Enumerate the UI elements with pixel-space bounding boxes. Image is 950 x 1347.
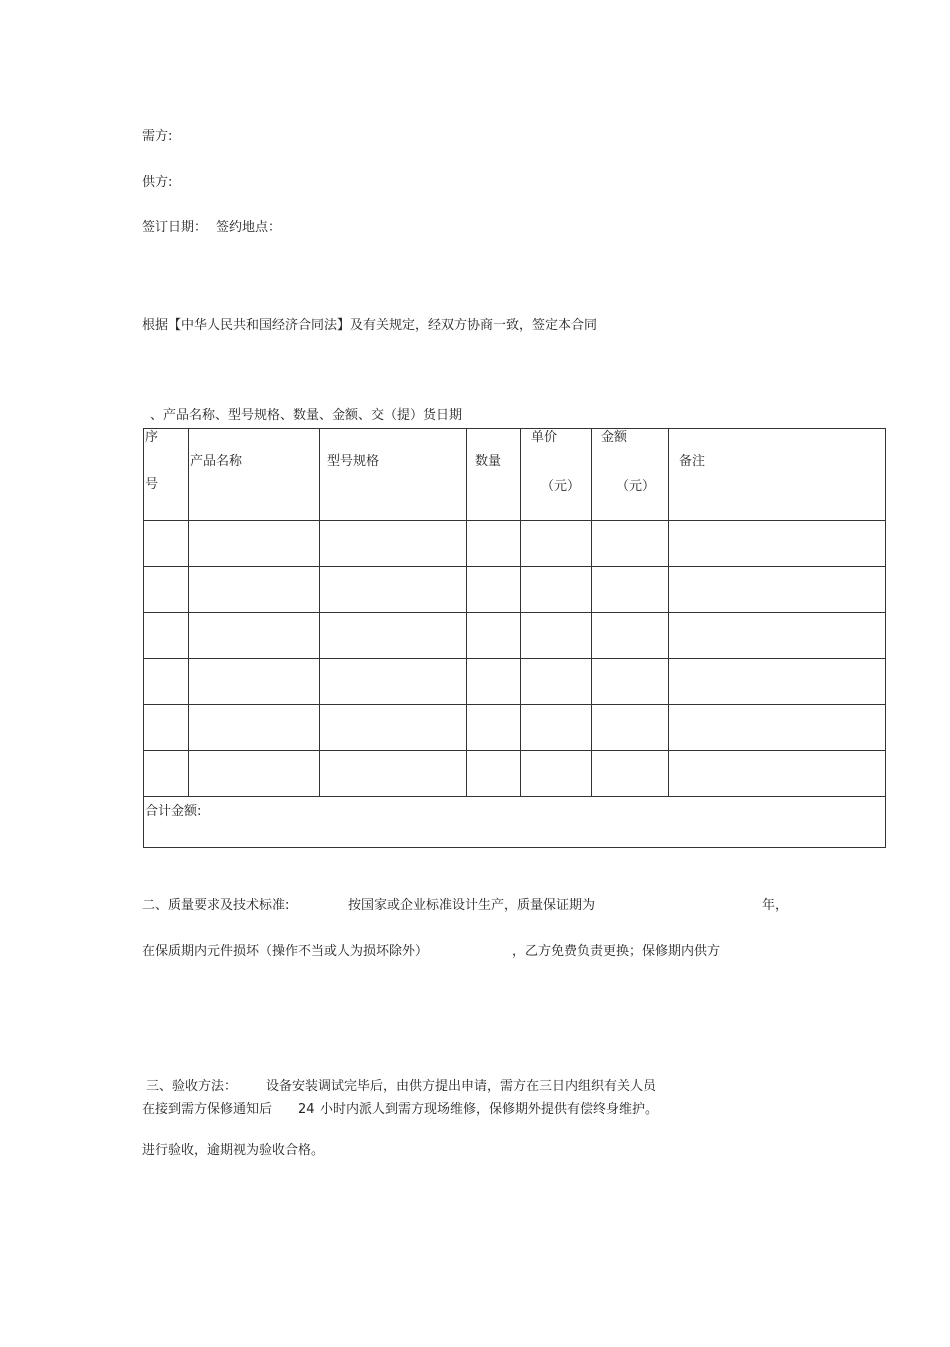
section3-text1: 设备安装调试完毕后，由供方提出申请，需方在三日内组织有关人员 <box>266 1079 657 1094</box>
table-row <box>144 705 886 751</box>
cell-model[interactable] <box>320 567 467 613</box>
table-total-row <box>144 797 886 848</box>
cell-remark[interactable] <box>669 567 886 613</box>
header-seq-top: 序 <box>145 430 159 445</box>
cell-name[interactable] <box>189 521 320 567</box>
cell-seq[interactable] <box>144 705 189 751</box>
cell-qty[interactable] <box>467 567 521 613</box>
cell-seq[interactable] <box>144 567 189 613</box>
cell-unit-price[interactable] <box>521 659 592 705</box>
cell-model[interactable] <box>320 751 467 797</box>
cell-qty[interactable] <box>467 751 521 797</box>
total-amount-cell[interactable] <box>144 797 886 848</box>
section1-title: 、产品名称、型号规格、数量、金额、交（提）货日期 <box>150 408 463 423</box>
table-header-row <box>144 429 886 521</box>
cell-unit-price[interactable] <box>521 567 592 613</box>
table-row <box>144 659 886 705</box>
cell-amount[interactable] <box>592 521 669 567</box>
section3-text2b: 小时内派人到需方现场维修，保修期外提供有偿终身维护。 <box>320 1102 659 1117</box>
header-amount <box>592 429 669 521</box>
cell-name[interactable] <box>189 613 320 659</box>
cell-name[interactable] <box>189 659 320 705</box>
header-model <box>320 429 467 521</box>
cell-name[interactable] <box>189 705 320 751</box>
header-amount-unit: （元） <box>616 479 656 494</box>
table-row <box>144 751 886 797</box>
header-qty-text: 数量 <box>475 454 502 469</box>
header-seq-bottom: 号 <box>145 477 159 492</box>
cell-amount[interactable] <box>592 705 669 751</box>
cell-seq[interactable] <box>144 659 189 705</box>
cell-unit-price[interactable] <box>521 521 592 567</box>
section2-text2b: ，乙方免费负责更换；保修期内供方 <box>512 944 721 959</box>
cell-seq[interactable] <box>144 521 189 567</box>
table-row <box>144 567 886 613</box>
cell-model[interactable] <box>320 521 467 567</box>
header-amount-text: 金额 <box>601 430 628 445</box>
cell-unit-price[interactable] <box>521 751 592 797</box>
section3-text3: 进行验收，逾期视为验收合格。 <box>142 1143 325 1158</box>
header-qty <box>467 429 521 521</box>
cell-model[interactable] <box>320 613 467 659</box>
cell-seq[interactable] <box>144 613 189 659</box>
header-seq <box>144 429 189 521</box>
header-remark <box>669 429 886 521</box>
sign-date-label: 签订日期： <box>142 220 208 235</box>
cell-qty[interactable] <box>467 705 521 751</box>
cell-unit-price[interactable] <box>521 705 592 751</box>
section3-title: 三、验收方法： <box>146 1079 238 1094</box>
cell-qty[interactable] <box>467 659 521 705</box>
header-unit-price-unit: （元） <box>541 479 581 494</box>
total-amount-label: 合计金额: <box>145 804 202 819</box>
table-row <box>144 613 886 659</box>
cell-unit-price[interactable] <box>521 613 592 659</box>
cell-qty[interactable] <box>467 521 521 567</box>
product-table <box>143 428 886 848</box>
header-model-text: 型号规格 <box>327 454 380 469</box>
cell-model[interactable] <box>320 659 467 705</box>
cell-name[interactable] <box>189 567 320 613</box>
cell-amount[interactable] <box>592 567 669 613</box>
header-unit-price <box>521 429 592 521</box>
cell-model[interactable] <box>320 705 467 751</box>
section2-text1: 按国家或企业标准设计生产，质量保证期为 <box>348 898 596 913</box>
table-row <box>144 521 886 567</box>
buyer-label: 需方: <box>142 129 173 144</box>
intro-paragraph: 根据【中华人民共和国经济合同法】及有关规定，经双方协商一致，签定本合同 <box>142 318 598 333</box>
cell-name[interactable] <box>189 751 320 797</box>
sign-place-label: 签约地点： <box>216 220 282 235</box>
header-name <box>189 429 320 521</box>
section2-text2a: 在保质期内元件损坏（操作不当或人为损坏除外） <box>142 944 429 959</box>
cell-remark[interactable] <box>669 659 886 705</box>
header-unit-price-text: 单价 <box>531 430 558 445</box>
cell-seq[interactable] <box>144 751 189 797</box>
cell-amount[interactable] <box>592 659 669 705</box>
cell-qty[interactable] <box>467 613 521 659</box>
header-remark-text: 备注 <box>679 454 706 469</box>
cell-amount[interactable] <box>592 751 669 797</box>
section2-text1-end: 年， <box>762 898 789 913</box>
cell-remark[interactable] <box>669 613 886 659</box>
section3-text2-hours: 24 <box>298 1102 315 1117</box>
section2-title: 二、质量要求及技术标准: <box>142 898 290 913</box>
cell-remark[interactable] <box>669 751 886 797</box>
seller-label: 供方: <box>142 175 173 190</box>
cell-amount[interactable] <box>592 613 669 659</box>
section3-text2a: 在接到需方保修通知后 <box>142 1102 273 1117</box>
cell-remark[interactable] <box>669 705 886 751</box>
cell-remark[interactable] <box>669 521 886 567</box>
header-name-text: 产品名称 <box>190 454 243 469</box>
